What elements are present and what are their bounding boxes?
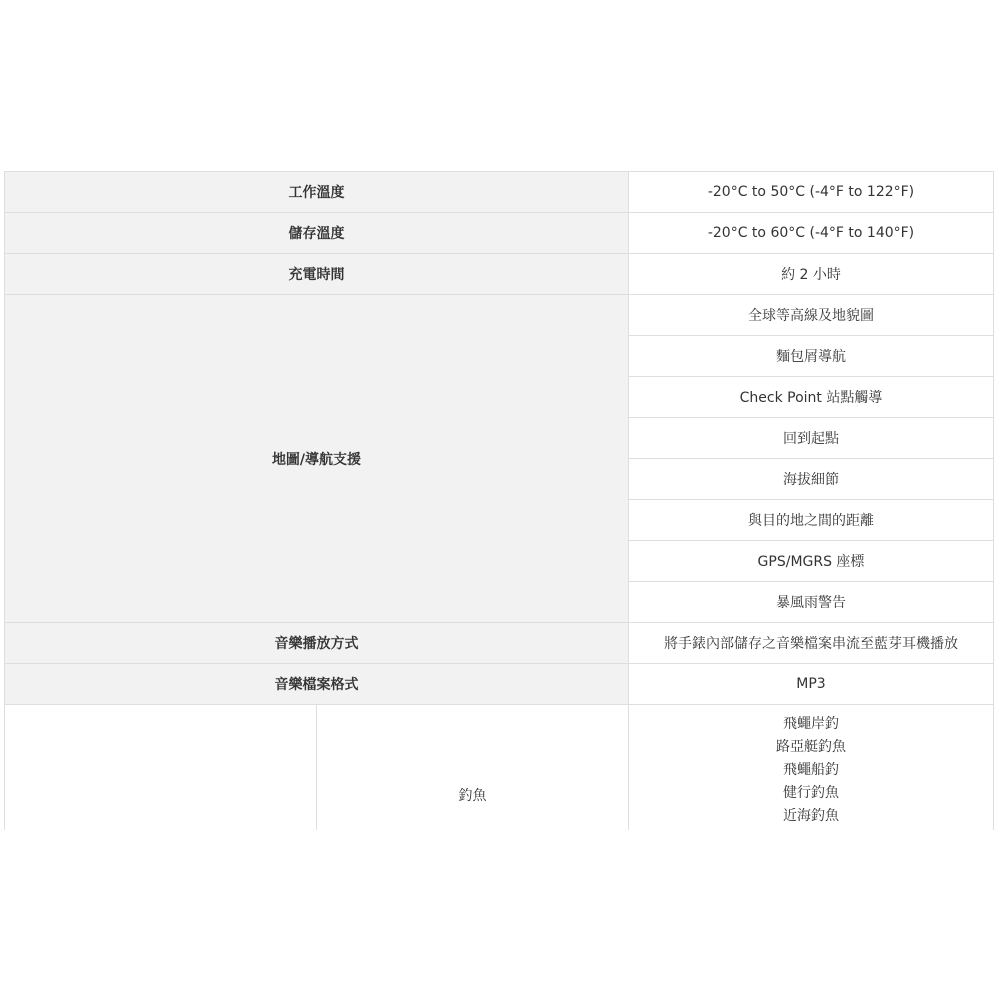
map-nav-item: GPS/MGRS 座標 [629,541,994,582]
table-row-operating-temp [5,172,994,213]
table-row-charge-time [5,254,994,295]
map-nav-item: 暴風雨警告 [629,582,994,623]
fishing-label: 釣魚 [317,705,629,831]
operating-temp-label: 工作溫度 [5,172,629,213]
fishing-item: 飛蠅岸釣 [783,716,839,732]
map-nav-item: 麵包屑導航 [629,336,994,377]
table-row-fishing [5,705,994,831]
map-nav-item: 海拔細節 [629,459,994,500]
charge-time-value: 約 2 小時 [629,254,994,295]
storage-temp-value: -20°C to 60°C (-4°F to 140°F) [629,213,994,254]
table-row-music-format [5,664,994,705]
spec-table [4,171,994,830]
fishing-item: 路亞艇釣魚 [776,739,846,755]
map-nav-item: Check Point 站點觸導 [629,377,994,418]
fishing-item: 健行釣魚 [783,785,839,801]
music-format-label: 音樂檔案格式 [5,664,629,705]
map-nav-item: 回到起點 [629,418,994,459]
storage-temp-label: 儲存溫度 [5,213,629,254]
operating-temp-value: -20°C to 50°C (-4°F to 122°F) [629,172,994,213]
map-nav-label: 地圖/導航支援 [5,295,629,623]
fishing-item: 近海釣魚 [783,808,839,824]
map-nav-item: 與目的地之間的距離 [629,500,994,541]
music-format-value: MP3 [629,664,994,705]
table-row-map-nav [5,295,994,336]
map-nav-item: 全球等高線及地貌圖 [629,295,994,336]
music-playback-label: 音樂播放方式 [5,623,629,664]
empty-group-cell [5,705,317,831]
fishing-item: 飛蠅船釣 [783,762,839,778]
fishing-items [629,705,994,831]
music-playback-value: 將手錶內部儲存之音樂檔案串流至藍芽耳機播放 [629,623,994,664]
table-row-music-playback [5,623,994,664]
table-row-storage-temp [5,213,994,254]
charge-time-label: 充電時間 [5,254,629,295]
